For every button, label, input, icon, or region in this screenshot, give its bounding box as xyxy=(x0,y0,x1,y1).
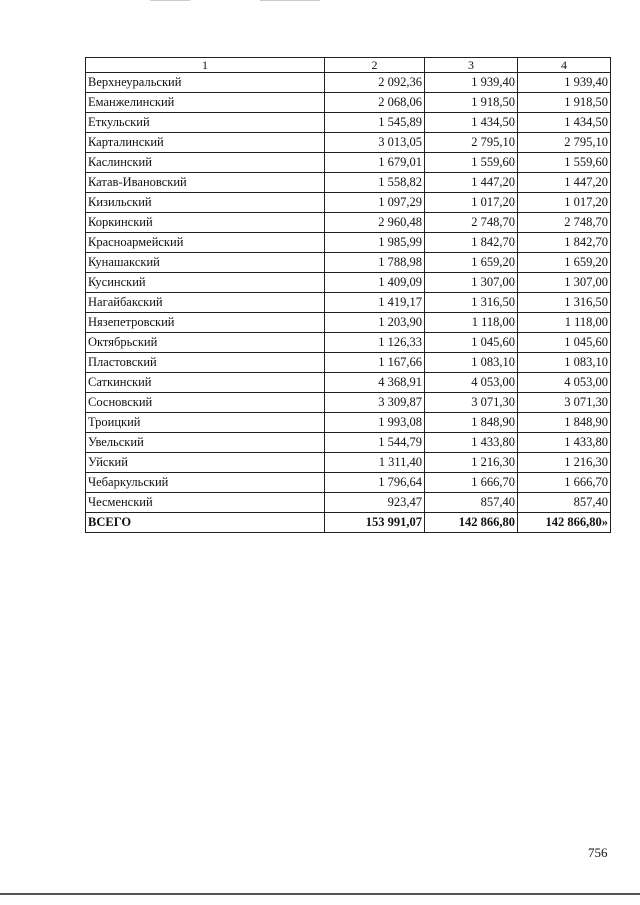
scan-artifact xyxy=(260,0,320,1)
value-cell: 1 985,99 xyxy=(325,233,425,253)
value-cell: 1 419,17 xyxy=(325,293,425,313)
value-cell: 1 083,10 xyxy=(425,353,518,373)
table-row xyxy=(86,233,611,253)
value-cell: 3 071,30 xyxy=(518,393,611,413)
district-name-cell: Кусинский xyxy=(86,273,325,293)
column-header: 2 xyxy=(325,58,425,73)
value-cell: 2 795,10 xyxy=(518,133,611,153)
value-cell: 1 666,70 xyxy=(425,473,518,493)
value-cell: 1 316,50 xyxy=(425,293,518,313)
table-row xyxy=(86,213,611,233)
value-cell: 1 796,64 xyxy=(325,473,425,493)
value-cell: 2 748,70 xyxy=(425,213,518,233)
value-cell: 1 434,50 xyxy=(425,113,518,133)
table-row xyxy=(86,273,611,293)
column-header: 4 xyxy=(518,58,611,73)
district-name-cell: Еткульский xyxy=(86,113,325,133)
value-cell: 1 126,33 xyxy=(325,333,425,353)
district-name-cell: Кунашакский xyxy=(86,253,325,273)
table-row xyxy=(86,133,611,153)
value-cell: 857,40 xyxy=(518,493,611,513)
table-row xyxy=(86,293,611,313)
value-cell: 1 118,00 xyxy=(425,313,518,333)
value-cell: 2 748,70 xyxy=(518,213,611,233)
table-row xyxy=(86,433,611,453)
value-cell: 2 068,06 xyxy=(325,93,425,113)
total-cell: 142 866,80 xyxy=(425,513,518,533)
value-cell: 1 203,90 xyxy=(325,313,425,333)
value-cell: 1 447,20 xyxy=(425,173,518,193)
value-cell: 1 848,90 xyxy=(518,413,611,433)
table-row xyxy=(86,353,611,373)
scan-artifact xyxy=(150,0,190,1)
value-cell: 1 939,40 xyxy=(425,73,518,93)
table-row xyxy=(86,473,611,493)
value-cell: 1 307,00 xyxy=(425,273,518,293)
total-row xyxy=(86,513,611,533)
value-cell: 1 434,50 xyxy=(518,113,611,133)
value-cell: 2 795,10 xyxy=(425,133,518,153)
value-cell: 1 045,60 xyxy=(425,333,518,353)
district-name-cell: Троицкий xyxy=(86,413,325,433)
district-name-cell: Еманжелинский xyxy=(86,93,325,113)
value-cell: 3 071,30 xyxy=(425,393,518,413)
district-name-cell: Уйский xyxy=(86,453,325,473)
value-cell: 1 316,50 xyxy=(518,293,611,313)
value-cell: 1 045,60 xyxy=(518,333,611,353)
value-cell: 1 788,98 xyxy=(325,253,425,273)
table-row xyxy=(86,93,611,113)
district-name-cell: Чебаркульский xyxy=(86,473,325,493)
value-cell: 1 167,66 xyxy=(325,353,425,373)
district-name-cell: Кизильский xyxy=(86,193,325,213)
value-cell: 1 409,09 xyxy=(325,273,425,293)
value-cell: 1 083,10 xyxy=(518,353,611,373)
value-cell: 1 216,30 xyxy=(425,453,518,473)
value-cell: 1 842,70 xyxy=(518,233,611,253)
value-cell: 1 666,70 xyxy=(518,473,611,493)
total-cell: 153 991,07 xyxy=(325,513,425,533)
table-row xyxy=(86,373,611,393)
value-cell: 1 848,90 xyxy=(425,413,518,433)
bottom-rule xyxy=(0,893,640,895)
value-cell: 1 118,00 xyxy=(518,313,611,333)
value-cell: 3 013,05 xyxy=(325,133,425,153)
value-cell: 2 092,36 xyxy=(325,73,425,93)
table-row xyxy=(86,393,611,413)
value-cell: 1 311,40 xyxy=(325,453,425,473)
value-cell: 4 053,00 xyxy=(425,373,518,393)
value-cell: 1 307,00 xyxy=(518,273,611,293)
value-cell: 1 017,20 xyxy=(518,193,611,213)
value-cell: 1 558,82 xyxy=(325,173,425,193)
district-name-cell: Верхнеуральский xyxy=(86,73,325,93)
value-cell: 1 216,30 xyxy=(518,453,611,473)
value-cell: 1 433,80 xyxy=(425,433,518,453)
column-header: 3 xyxy=(425,58,518,73)
value-cell: 1 559,60 xyxy=(425,153,518,173)
value-cell: 1 939,40 xyxy=(518,73,611,93)
table-row xyxy=(86,73,611,93)
value-cell: 1 559,60 xyxy=(518,153,611,173)
total-label: ВСЕГО xyxy=(86,513,325,533)
value-cell: 923,47 xyxy=(325,493,425,513)
value-cell: 1 993,08 xyxy=(325,413,425,433)
table-row xyxy=(86,333,611,353)
district-name-cell: Сосновский xyxy=(86,393,325,413)
allocation-table xyxy=(85,57,611,533)
district-name-cell: Октябрьский xyxy=(86,333,325,353)
district-name-cell: Саткинский xyxy=(86,373,325,393)
table-row xyxy=(86,413,611,433)
value-cell: 1 918,50 xyxy=(425,93,518,113)
district-name-cell: Пластовский xyxy=(86,353,325,373)
district-name-cell: Красноармейский xyxy=(86,233,325,253)
district-name-cell: Катав-Ивановский xyxy=(86,173,325,193)
value-cell: 1 659,20 xyxy=(518,253,611,273)
table-row xyxy=(86,113,611,133)
value-cell: 1 433,80 xyxy=(518,433,611,453)
value-cell: 3 309,87 xyxy=(325,393,425,413)
table-row xyxy=(86,253,611,273)
value-cell: 1 017,20 xyxy=(425,193,518,213)
total-cell: 142 866,80» xyxy=(518,513,611,533)
value-cell: 1 545,89 xyxy=(325,113,425,133)
value-cell: 4 053,00 xyxy=(518,373,611,393)
table-row xyxy=(86,453,611,473)
value-cell: 1 097,29 xyxy=(325,193,425,213)
table-row xyxy=(86,153,611,173)
district-name-cell: Коркинский xyxy=(86,213,325,233)
district-name-cell: Нязепетровский xyxy=(86,313,325,333)
district-name-cell: Карталинский xyxy=(86,133,325,153)
value-cell: 857,40 xyxy=(425,493,518,513)
table-row xyxy=(86,173,611,193)
value-cell: 1 447,20 xyxy=(518,173,611,193)
district-name-cell: Нагайбакский xyxy=(86,293,325,313)
value-cell: 1 659,20 xyxy=(425,253,518,273)
value-cell: 4 368,91 xyxy=(325,373,425,393)
value-cell: 1 842,70 xyxy=(425,233,518,253)
value-cell: 2 960,48 xyxy=(325,213,425,233)
page-number: 756 xyxy=(588,845,608,860)
value-cell: 1 918,50 xyxy=(518,93,611,113)
header-row xyxy=(86,58,611,73)
table-row xyxy=(86,313,611,333)
table-row xyxy=(86,193,611,213)
district-name-cell: Увельский xyxy=(86,433,325,453)
column-header: 1 xyxy=(86,58,325,73)
district-name-cell: Каслинский xyxy=(86,153,325,173)
value-cell: 1 544,79 xyxy=(325,433,425,453)
table-row xyxy=(86,493,611,513)
value-cell: 1 679,01 xyxy=(325,153,425,173)
district-name-cell: Чесменский xyxy=(86,493,325,513)
